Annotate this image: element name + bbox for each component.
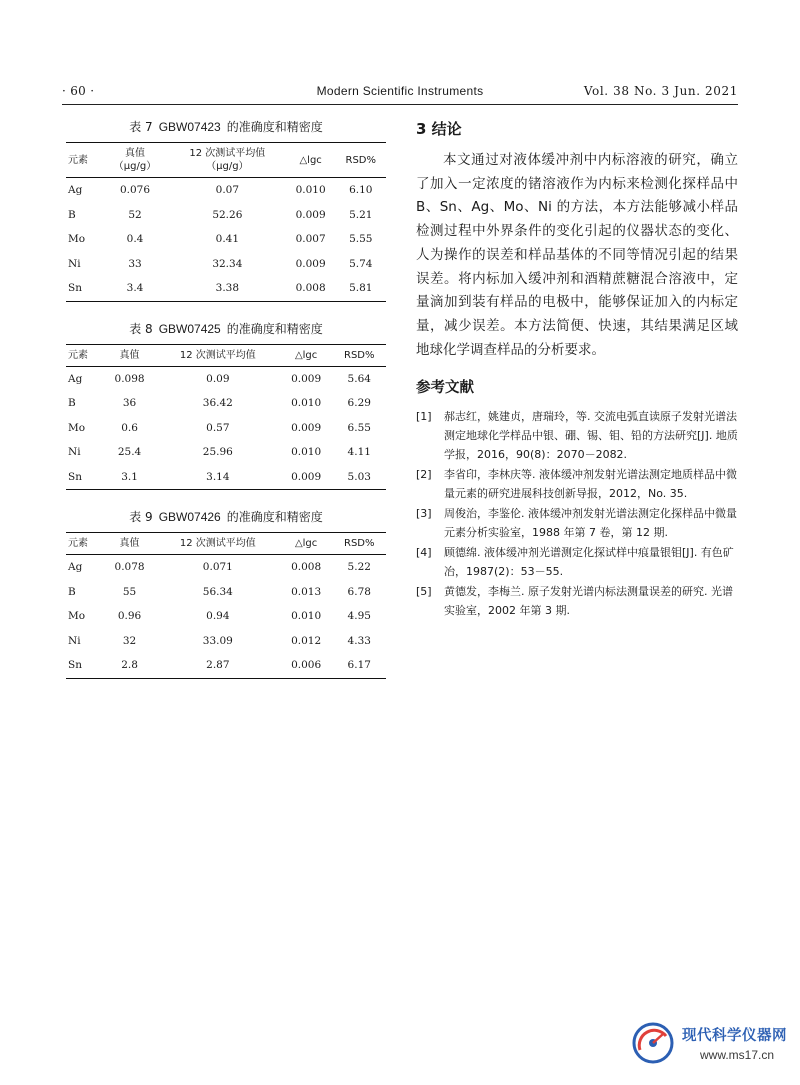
table-cell: 5.22 (347, 561, 371, 574)
column-header: 12 次测试平均值 (179, 538, 256, 549)
table-caption-text: 的准确度和精密度 (226, 510, 323, 524)
running-header (62, 82, 738, 105)
table-cell: 0.008 (291, 561, 322, 574)
table-caption-code: GBW07425 (158, 321, 221, 336)
reference-text: 顾德绵. 液体缓冲剂光谱测定化探试样中痕量银钼[J]. 有色矿冶，1987(2)：53－55. (444, 546, 734, 579)
column-header: 元素 (68, 154, 88, 166)
text-column (416, 118, 738, 621)
reference-item (416, 465, 738, 503)
reference-text: 郝志红，姚建贞，唐瑞玲，等. 交流电弧直读原子发射光谱法测定地球化学样品中银、硼、锡、钼、铅的方法研究[J]. 地质学报，2016，90(8)：2070－2082. (444, 410, 738, 462)
table-cell: B (68, 585, 76, 598)
table-cell: 0.41 (215, 233, 240, 246)
data-table (66, 532, 386, 679)
table-block (66, 320, 386, 491)
table-cell: 25.4 (117, 446, 142, 459)
tables-column (66, 118, 386, 697)
table-caption-number: 表 7 (129, 120, 153, 134)
column-header: 12 次测试平均值 （μg/g） (189, 148, 266, 172)
column-header: 真值 (119, 349, 140, 361)
column-header: 12 次测试平均值 (179, 349, 256, 361)
table-cell: 5.81 (349, 282, 373, 295)
table-cell: 0.010 (295, 184, 326, 197)
table-caption-code: GBW07426 (158, 510, 221, 524)
site-logo-icon (630, 1020, 676, 1066)
table-row (66, 465, 386, 490)
reference-item (416, 504, 738, 542)
table-cell: 2.87 (206, 659, 230, 672)
table-cell: Mo (68, 421, 86, 434)
table-header-row (66, 344, 386, 366)
column-header: 元素 (68, 349, 88, 361)
table-cell: 6.55 (347, 421, 371, 434)
table-block (66, 118, 386, 302)
reference-number: [2] (416, 468, 432, 482)
table-cell: 6.17 (347, 659, 371, 672)
conclusion-heading: 3 结论 (416, 120, 462, 138)
table-cell: Sn (68, 659, 82, 672)
table-row (66, 252, 386, 277)
table-cell: Ag (68, 184, 83, 197)
table-cell: Ag (68, 561, 83, 574)
table-caption-text: 的准确度和精密度 (226, 321, 323, 336)
table-cell: 0.098 (114, 372, 145, 385)
table-caption (66, 508, 386, 524)
table-cell: 0.4 (126, 233, 144, 246)
table-cell: 5.74 (349, 257, 373, 270)
table-cell: 5.64 (347, 372, 371, 385)
table-cell: 0.6 (121, 421, 138, 434)
table-block (66, 508, 386, 679)
table-header-row (66, 143, 386, 178)
table-row (66, 203, 386, 228)
table-cell: 36.42 (202, 397, 233, 410)
table-cell: 0.078 (114, 561, 145, 574)
table-cell: Sn (68, 282, 82, 295)
column-header: 元素 (68, 538, 88, 549)
reference-number: [1] (416, 410, 432, 424)
table-caption-number: 表 8 (129, 321, 153, 336)
table-row (66, 178, 386, 203)
table-cell: 6.29 (347, 397, 371, 410)
table-cell: B (68, 208, 76, 221)
table-cell: 5.55 (349, 233, 373, 246)
table-caption-code: GBW07423 (158, 120, 221, 134)
table-cell: 0.009 (291, 421, 322, 434)
table-cell: 4.33 (347, 634, 371, 647)
table-cell: 3.4 (126, 282, 144, 295)
table-cell: Ni (68, 257, 81, 270)
table-cell: 33.09 (202, 634, 233, 647)
reference-list (416, 407, 738, 620)
table-row (66, 227, 386, 252)
table-cell: 0.013 (291, 585, 322, 598)
table-cell: 0.006 (291, 659, 322, 672)
table-cell: 0.009 (295, 208, 326, 221)
column-header: RSD% (345, 154, 377, 166)
table-cell: 5.21 (349, 208, 373, 221)
page-number: · 60 · (62, 84, 95, 98)
table-cell: Sn (68, 470, 82, 483)
table-cell: 6.78 (347, 585, 371, 598)
table-cell: 55 (122, 585, 137, 598)
table-caption-number: 表 9 (129, 510, 153, 524)
references-heading: 参考文献 (416, 380, 474, 397)
table-cell: 6.10 (349, 184, 373, 197)
column-header: △lgc (294, 538, 318, 549)
table-cell: 52.26 (212, 208, 243, 221)
column-header: 真值 （μg/g） (113, 148, 157, 172)
table-cell: 36 (122, 397, 137, 410)
table-cell: B (68, 397, 76, 410)
table-caption (66, 118, 386, 134)
table-cell: Ni (68, 634, 81, 647)
reference-item (416, 543, 738, 581)
table-cell: 0.010 (291, 446, 322, 459)
journal-name: Modern Scientific Instruments (316, 84, 484, 98)
table-cell: 0.009 (295, 257, 326, 270)
table-cell: Ag (68, 372, 83, 385)
table-cell: 0.076 (119, 184, 151, 197)
table-row (66, 604, 386, 629)
table-cell: 3.38 (215, 282, 240, 295)
table-caption (66, 320, 386, 336)
reference-item (416, 407, 738, 464)
table-row (66, 653, 386, 678)
column-header: RSD% (344, 349, 375, 361)
table-cell: 52 (128, 208, 142, 221)
reference-text: 黄德发，李梅兰. 原子发射光谱内标法测量误差的研究. 光谱实验室，2002 年第 3 期. (444, 585, 733, 618)
table-cell: Ni (68, 446, 81, 459)
volume-info: Vol. 38 No. 3 Jun. 2021 (583, 84, 738, 98)
column-header: 真值 (119, 538, 140, 549)
table-cell: Mo (68, 233, 86, 246)
table-cell: 33 (128, 257, 142, 270)
table-cell: 0.09 (206, 372, 230, 385)
table-cell: 3.1 (121, 470, 138, 483)
table-cell: 0.071 (202, 561, 233, 574)
table-cell: 0.009 (291, 470, 322, 483)
table-row (66, 366, 386, 391)
reference-text: 李省印，李林庆等. 液体缓冲剂发射光谱法测定地质样品中微量元素的研究进展科技创新导报，2012，No. 35. (444, 468, 737, 501)
table-cell: 25.96 (202, 446, 233, 459)
table-cell: 0.012 (291, 634, 322, 647)
table-cell: 32.34 (212, 257, 243, 270)
table-caption-text: 的准确度和精密度 (226, 120, 323, 134)
table-cell: 0.07 (215, 184, 240, 197)
table-cell: 56.34 (202, 585, 233, 598)
table-row (66, 555, 386, 580)
table-cell: 32 (122, 634, 137, 647)
watermark (630, 1016, 790, 1076)
column-header: △lgc (299, 154, 322, 166)
watermark-url: www.ms17.cn (700, 1048, 775, 1062)
table-row (66, 440, 386, 465)
table-cell: 5.03 (347, 470, 371, 483)
table-cell: 3.14 (206, 470, 230, 483)
table-cell: 2.8 (121, 659, 138, 672)
reference-number: [5] (416, 585, 432, 599)
data-table (66, 344, 386, 491)
data-table (66, 142, 386, 302)
table-cell: 0.009 (291, 372, 322, 385)
table-cell: 0.010 (291, 397, 322, 410)
table-row (66, 391, 386, 416)
reference-text: 周俊治，李鉴伦. 液体缓冲剂发射光谱法测定化探样品中微量元素分析实验室，1988 年第 7 卷，第 12 期. (444, 507, 737, 540)
table-cell: 0.008 (295, 282, 326, 295)
reference-number: [4] (416, 546, 432, 560)
column-header: RSD% (344, 538, 375, 549)
table-cell: 0.007 (295, 233, 326, 246)
table-row (66, 580, 386, 605)
table-cell: 0.96 (117, 610, 142, 623)
reference-number: [3] (416, 507, 432, 521)
reference-item (416, 582, 738, 620)
column-header: △lgc (294, 349, 318, 361)
table-row (66, 276, 386, 301)
table-cell: 0.94 (206, 610, 230, 623)
table-cell: 0.010 (291, 610, 322, 623)
table-cell: 4.11 (347, 446, 371, 459)
table-cell: 4.95 (347, 610, 371, 623)
table-cell: 0.57 (206, 421, 230, 434)
table-row (66, 416, 386, 441)
table-cell: Mo (68, 610, 86, 623)
conclusion-paragraph: 本文通过对液体缓冲剂中内标溶液的研究，确立了加入一定浓度的锗溶液作为内标来检测化探样品中 B、Sn、Ag、Mo、Ni 的方法，本方法能够减小样品检测过程中外界条件的变化引起的仪器状态的变化、人为操作的误差和样品基体的不同等情况引起的结果误差。将内标加入缓冲剂和酒精蔗糖混合溶液中，定量滴加到装有样品的电极中，能够保证加入的内标定量，减少误差。本方法简便、快速，其结果满足区域地球化学调查样品的分析要求。 (416, 152, 738, 358)
table-header-row (66, 533, 386, 555)
watermark-site-name: 现代科学仪器网 (682, 1028, 787, 1044)
table-row (66, 629, 386, 654)
